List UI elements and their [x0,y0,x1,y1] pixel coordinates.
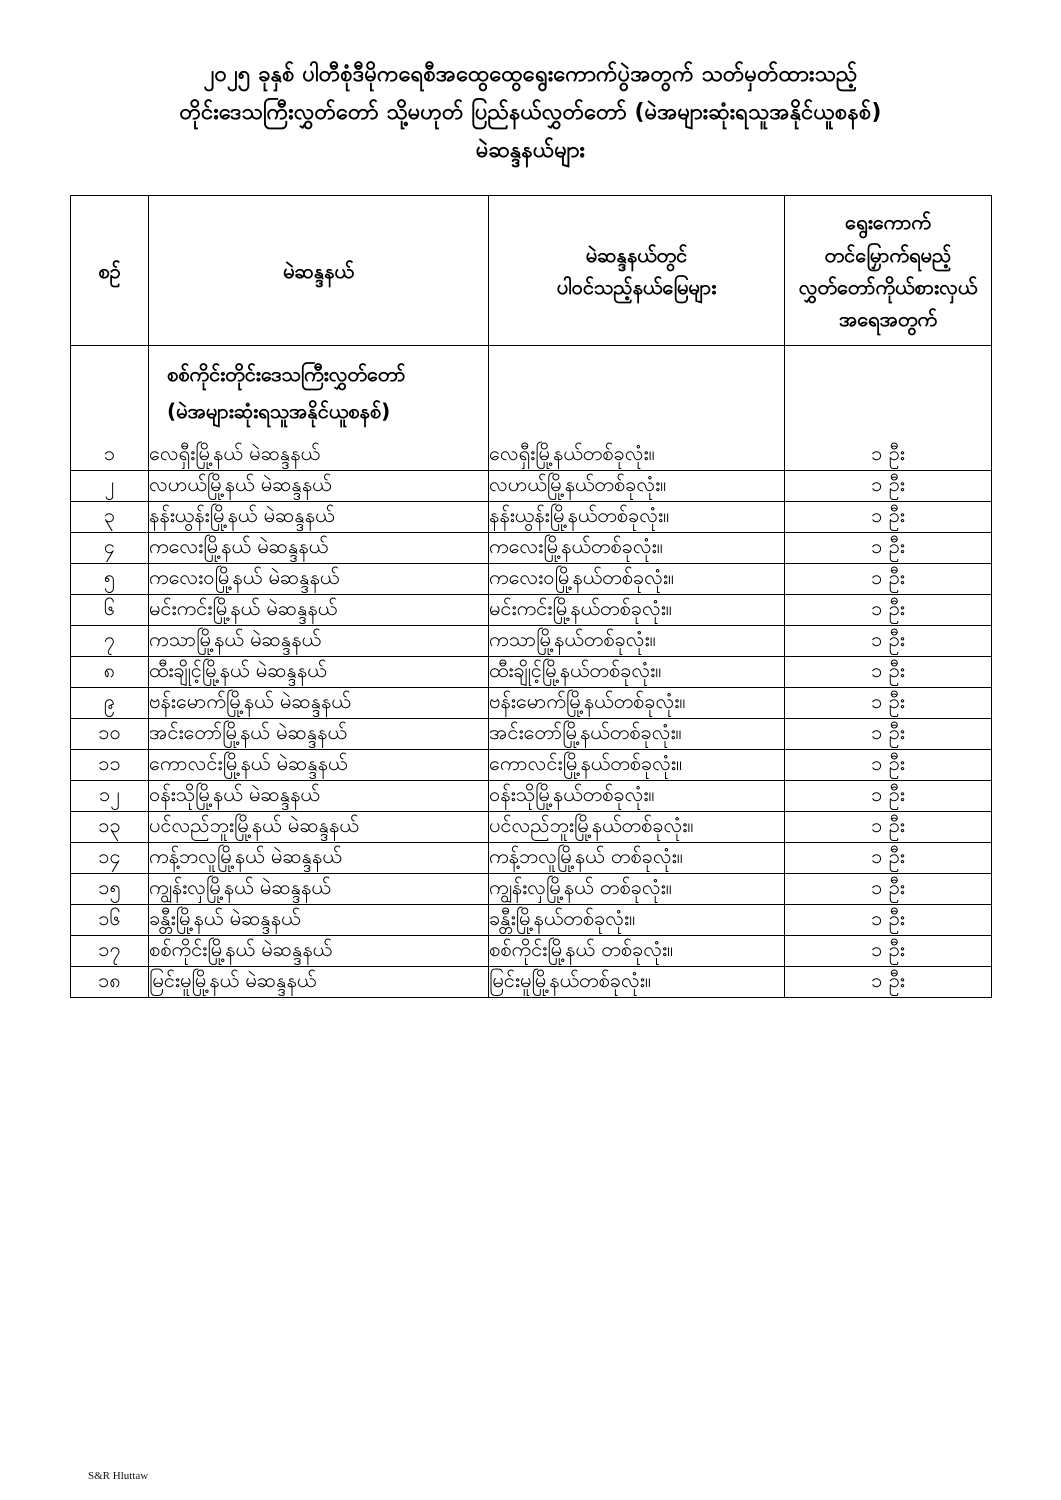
page-title-line-1: ၂၀၂၅ ခုနှစ် ပါတီစုံဒီမိုကရေစီအထွေထွေရွေးကောက်ပွဲအတွက် သတ်မှတ်ထားသည့် [203,62,858,87]
column-header-representative-count [785,196,992,346]
column-header-count-line-3: လွှတ်တော်ကိုယ်စားလှယ် [798,274,978,299]
row-constituency-name: မြင်းမူမြို့နယ် မဲဆန္ဒနယ် [149,967,489,998]
page-title [70,56,991,169]
row-representative-count: ၁ ဦး [785,502,992,533]
row-included-areas: ဝန်းသိုမြို့နယ်တစ်ခုလုံး။ [489,781,785,812]
row-number: ၈ [71,657,149,688]
row-representative-count: ၁ ဦး [785,626,992,657]
row-representative-count: ၁ ဦး [785,905,992,936]
table-row [71,905,992,936]
table-row [71,812,992,843]
constituency-table [70,195,992,998]
row-included-areas: ကလေးဝမြို့နယ်တစ်ခုလုံး။ [489,564,785,595]
table-body [71,346,992,998]
column-header-count-line-1: ရွေးကောက် [844,210,932,235]
row-number: ၇ [71,626,149,657]
row-included-areas: နန်းယွန်းမြို့နယ်တစ်ခုလုံး။ [489,502,785,533]
row-number: ၁၃ [71,812,149,843]
row-included-areas: ကလေးမြို့နယ်တစ်ခုလုံး။ [489,533,785,564]
page-title-line-2: တိုင်းဒေသကြီးလွှတ်တော် သို့မဟုတ် ပြည်နယ်လွှတ်တော် (မဲအများဆုံးရသူအနိုင်ယူစနစ်) [179,99,882,125]
page-title-line-3: မဲဆန္ဒနယ်များ [475,137,586,163]
row-included-areas: ကျွန်းလှမြို့နယ် တစ်ခုလုံး။ [489,874,785,905]
table-row [71,471,992,502]
row-representative-count: ၁ ဦး [785,533,992,564]
row-number: ၁၀ [71,719,149,750]
region-heading [149,346,489,441]
row-representative-count: ၁ ဦး [785,967,992,998]
table-header-row [71,196,992,346]
row-constituency-name: ကန့်ဘလူမြို့နယ် မဲဆန္ဒနယ် [149,843,489,874]
table-row [71,502,992,533]
row-representative-count: ၁ ဦး [785,688,992,719]
footer-note: S&R Hluttaw [88,1470,149,1482]
row-representative-count: ၁ ဦး [785,719,992,750]
row-number: ၁၂ [71,781,149,812]
table-row [71,843,992,874]
table-row [71,750,992,781]
row-constituency-name: ကလေးဝမြို့နယ် မဲဆန္ဒနယ် [149,564,489,595]
row-constituency-name: ဗန်းမောက်မြို့နယ် မဲဆန္ဒနယ် [149,688,489,719]
row-included-areas: ပင်လည်ဘူးမြို့နယ်တစ်ခုလုံး။ [489,812,785,843]
row-number: ၁၄ [71,843,149,874]
table-header [71,196,992,346]
table-row [71,657,992,688]
row-number: ၁၈ [71,967,149,998]
row-representative-count: ၁ ဦး [785,812,992,843]
column-header-areas-line-2: ပါဝင်သည့်နယ်မြေများ [556,274,717,299]
row-constituency-name: ကျွန်းလှမြို့နယ် မဲဆန္ဒနယ် [149,874,489,905]
row-constituency-name: စစ်ကိုင်းမြို့နယ် မဲဆန္ဒနယ် [149,936,489,967]
row-constituency-name: မင်းကင်းမြို့နယ် မဲဆန္ဒနယ် [149,595,489,626]
row-included-areas: ခန္တီးမြို့နယ်တစ်ခုလုံး။ [489,905,785,936]
row-representative-count: ၁ ဦး [785,440,992,471]
row-number: ၁ [71,440,149,471]
table-row [71,967,992,998]
row-included-areas: စစ်ကိုင်းမြို့နယ် တစ်ခုလုံး။ [489,936,785,967]
row-representative-count: ၁ ဦး [785,874,992,905]
column-header-count-line-2: တင်မြှောက်ရမည့် [824,242,952,267]
row-constituency-name: လဟယ်မြို့နယ် မဲဆန္ဒနယ် [149,471,489,502]
row-included-areas: မင်းကင်းမြို့နယ်တစ်ခုလုံး။ [489,595,785,626]
row-number: ၁၅ [71,874,149,905]
table-row [71,595,992,626]
row-number: ၉ [71,688,149,719]
row-constituency-name: ကောလင်းမြို့နယ် မဲဆန္ဒနယ် [149,750,489,781]
table-row [71,626,992,657]
table-row [71,781,992,812]
region-area-cell [489,346,785,441]
row-included-areas: ဗန်းမောက်မြို့နယ်တစ်ခုလုံး။ [489,688,785,719]
row-number: ၆ [71,595,149,626]
row-number: ၁၇ [71,936,149,967]
row-included-areas: ထီးချိုင့်မြို့နယ်တစ်ခုလုံး။ [489,657,785,688]
region-heading-row [71,346,992,441]
table-row [71,440,992,471]
row-included-areas: လဟယ်မြို့နယ်တစ်ခုလုံး။ [489,471,785,502]
row-constituency-name: ခန္တီးမြို့နယ် မဲဆန္ဒနယ် [149,905,489,936]
row-number: ၅ [71,564,149,595]
row-representative-count: ၁ ဦး [785,564,992,595]
row-number: ၄ [71,533,149,564]
row-included-areas: မြင်းမူမြို့နယ်တစ်ခုလုံး။ [489,967,785,998]
region-count-cell [785,346,992,441]
column-header-areas-line-1: မဲဆန္ဒနယ်တွင် [585,242,688,267]
row-included-areas: အင်းတော်မြို့နယ်တစ်ခုလုံး။ [489,719,785,750]
region-name: စစ်ကိုင်းတိုင်းဒေသကြီးလွှတ်တော် [167,362,406,387]
region-subtitle: (မဲအများဆုံးရသူအနိုင်ယူစနစ်) [167,399,391,424]
row-representative-count: ၁ ဦး [785,657,992,688]
row-representative-count: ၁ ဦး [785,750,992,781]
row-included-areas: လေရှီးမြို့နယ်တစ်ခုလုံး။ [489,440,785,471]
row-representative-count: ၁ ဦး [785,936,992,967]
row-representative-count: ၁ ဦး [785,595,992,626]
row-representative-count: ၁ ဦး [785,843,992,874]
row-number: ၁၆ [71,905,149,936]
column-header-areas [489,196,785,346]
row-constituency-name: ထီးချိုင့်မြို့နယ် မဲဆန္ဒနယ် [149,657,489,688]
row-constituency-name: ကသာမြို့နယ် မဲဆန္ဒနယ် [149,626,489,657]
table-row [71,719,992,750]
column-header-count-line-4: အရေအတွက် [838,307,938,332]
table-row [71,874,992,905]
row-representative-count: ၁ ဦး [785,781,992,812]
row-number: ၂ [71,471,149,502]
region-no-cell [71,346,149,441]
row-included-areas: ကန့်ဘလူမြို့နယ် တစ်ခုလုံး။ [489,843,785,874]
row-constituency-name: လေရှီးမြို့နယ် မဲဆန္ဒနယ် [149,440,489,471]
table-row [71,688,992,719]
row-constituency-name: ကလေးမြို့နယ် မဲဆန္ဒနယ် [149,533,489,564]
table-row [71,533,992,564]
row-constituency-name: ဝန်းသိုမြို့နယ် မဲဆန္ဒနယ် [149,781,489,812]
row-number: ၃ [71,502,149,533]
table-row [71,936,992,967]
row-included-areas: ကောလင်းမြို့နယ်တစ်ခုလုံး။ [489,750,785,781]
column-header-constituency: မဲဆန္ဒနယ် [149,196,489,346]
table-row [71,564,992,595]
row-representative-count: ၁ ဦး [785,471,992,502]
row-included-areas: ကသာမြို့နယ်တစ်ခုလုံး။ [489,626,785,657]
row-number: ၁၁ [71,750,149,781]
row-constituency-name: အင်းတော်မြို့နယ် မဲဆန္ဒနယ် [149,719,489,750]
row-constituency-name: ပင်လည်ဘူးမြို့နယ် မဲဆန္ဒနယ် [149,812,489,843]
row-constituency-name: နန်းယွန်းမြို့နယ် မဲဆန္ဒနယ် [149,502,489,533]
column-header-no: စဉ် [71,196,149,346]
